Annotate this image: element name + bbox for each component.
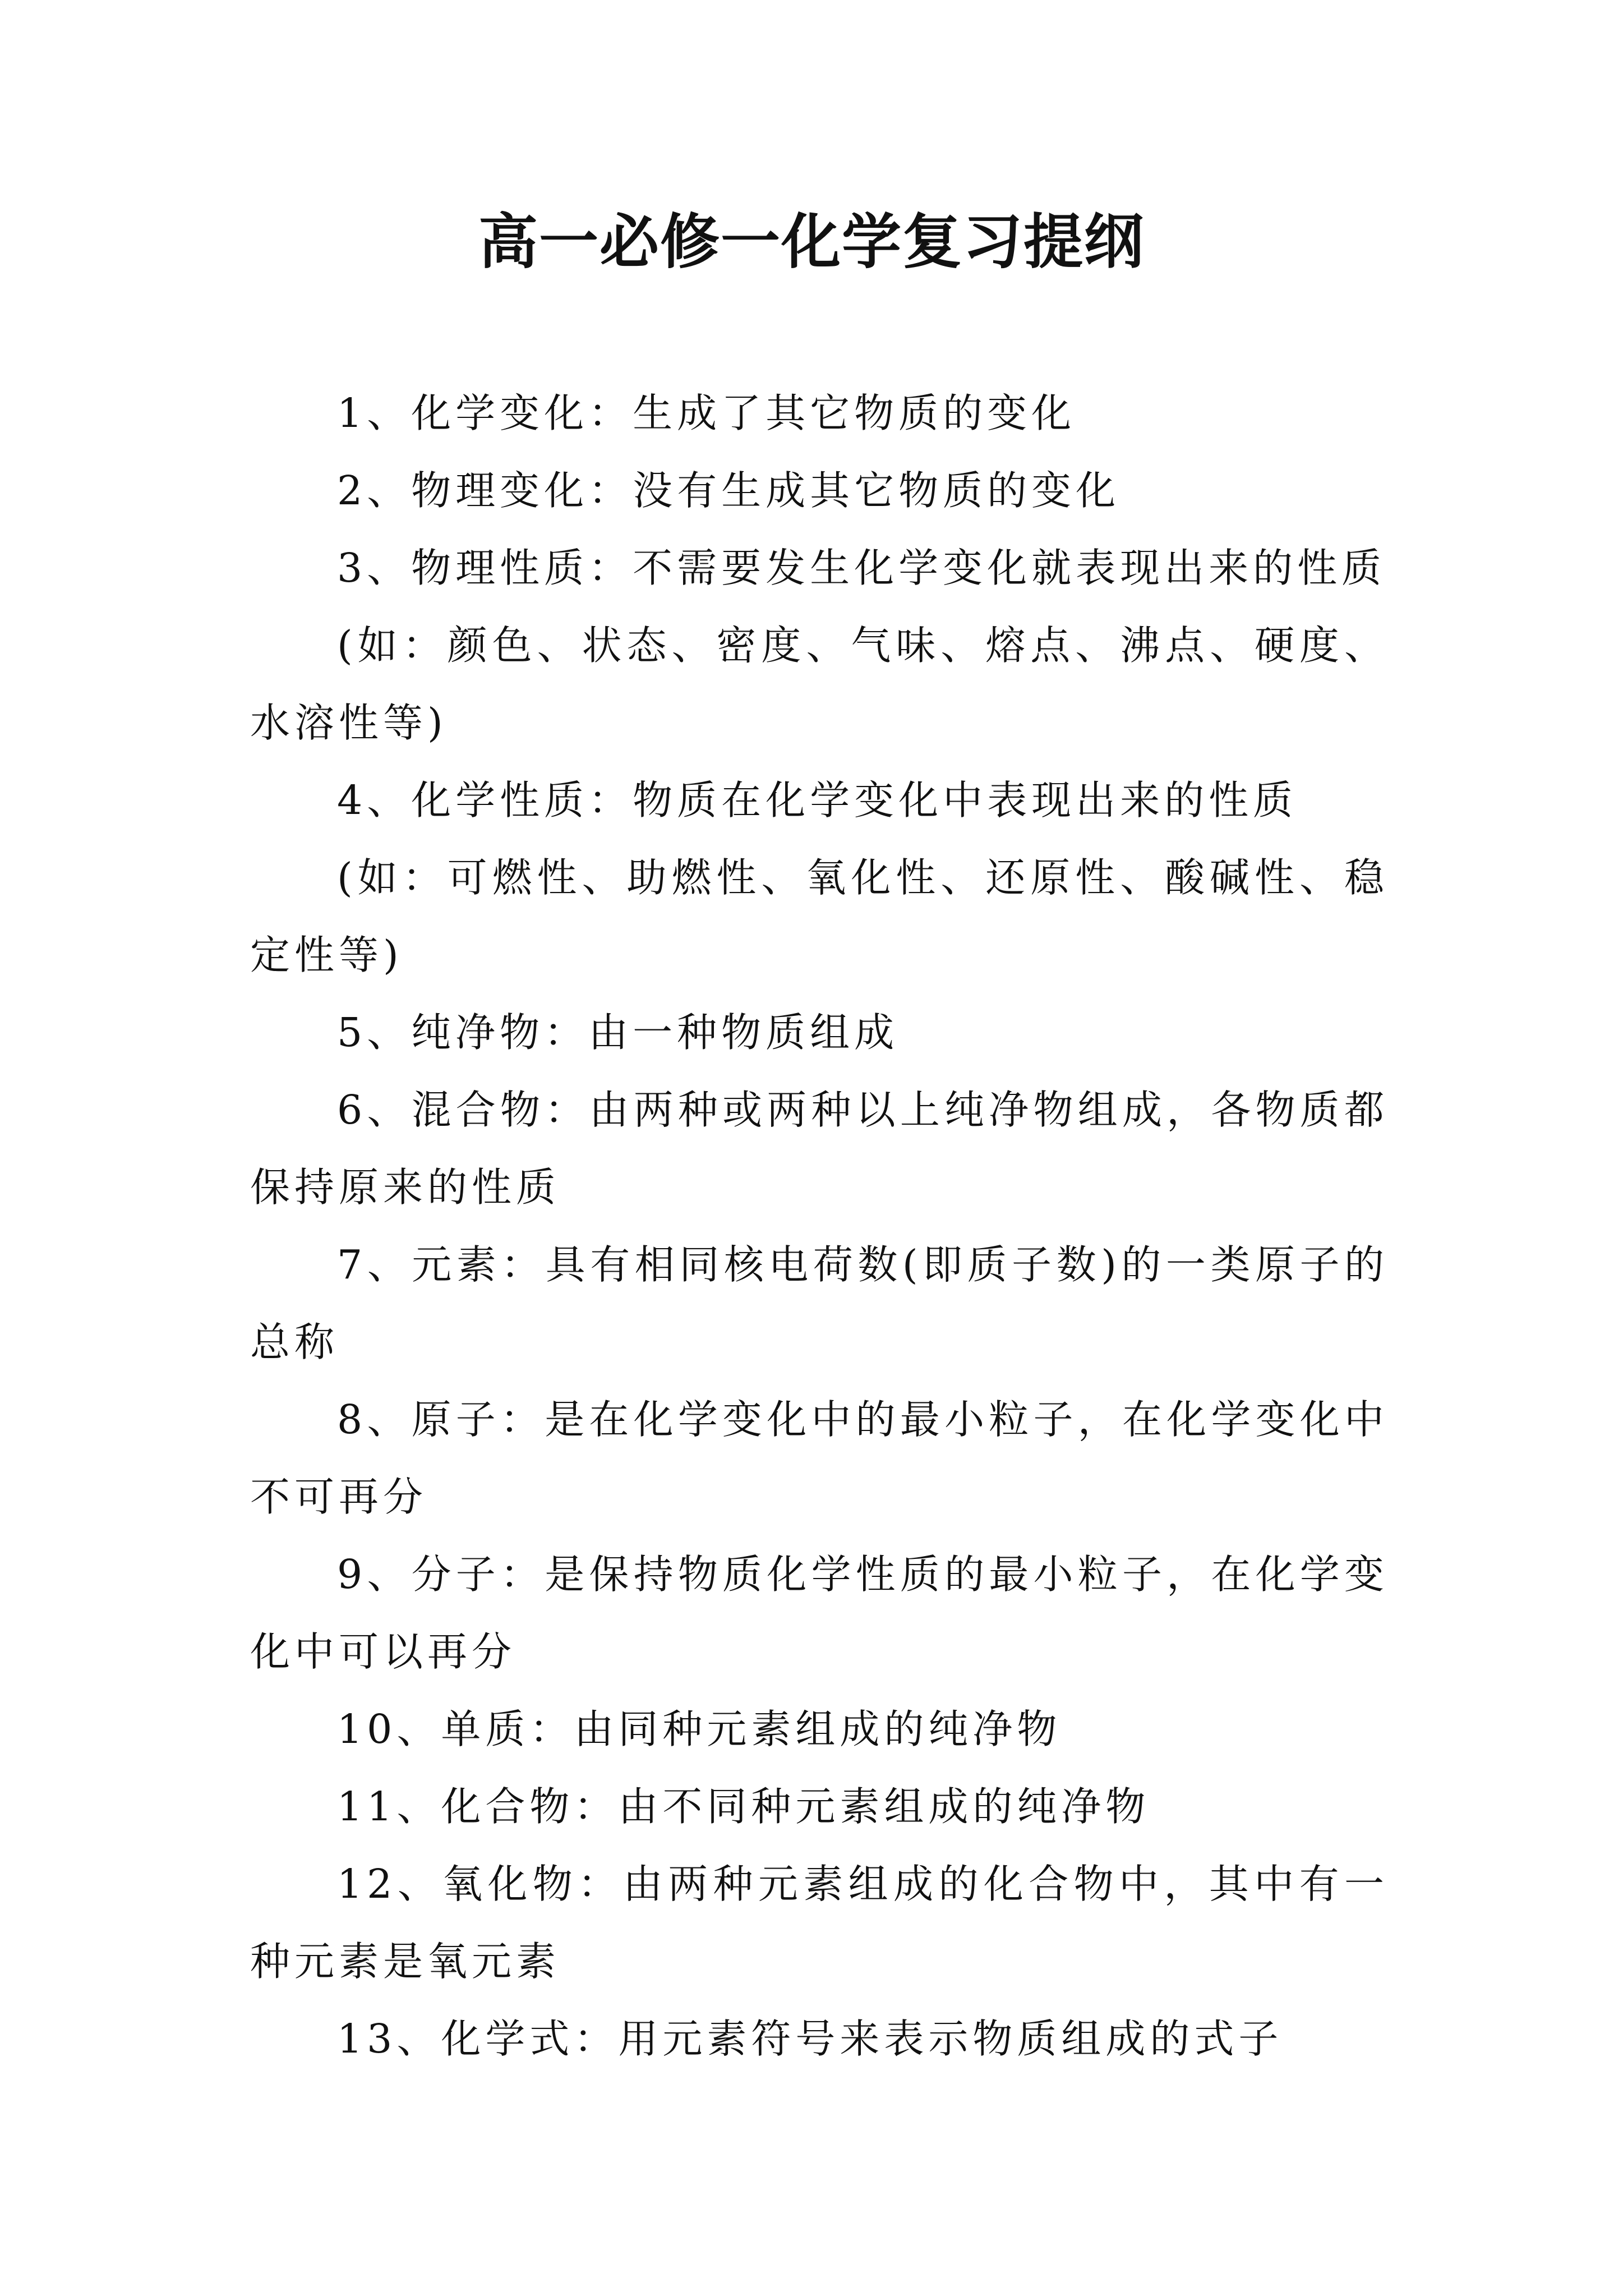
list-item-10: 10、单质：由同种元素组成的纯净物 [337,1706,1062,1752]
list-item-4: 4、化学性质：物质在化学变化中表现出来的性质 [337,777,1298,823]
list-item-11: 11、化合物：由不同种元素组成的纯净物 [337,1783,1150,1830]
list-item-13: 13、化学式：用元素符号来表示物质组成的式子 [337,2016,1283,2062]
list-item-3: 3、物理性质：不需要发生化学变化就表现出来的性质 [337,545,1386,591]
page-title: 高一必修一化学复习提纲 [478,206,1145,277]
list-item-8: 8、原子：是在化学变化中的最小粒子，在化学变化中不可再分 [250,1396,1389,1520]
list-item-5: 5、纯净物：由一种物质组成 [337,1009,899,1056]
list-item-12: 12、氧化物：由两种元素组成的化合物中，其中有一种元素是氧元素 [250,1861,1389,1985]
list-item-6: 6、混合物：由两种或两种以上纯净物组成，各物质都保持原来的性质 [250,1087,1389,1211]
list-item-9: 9、分子：是保持物质化学性质的最小粒子，在化学变化中可以再分 [250,1551,1389,1675]
document-body [250,375,1389,2078]
list-item-3-examples: (如：颜色、状态、密度、气味、熔点、沸点、硬度、水溶性等) [250,622,1389,746]
list-item-4-examples: (如：可燃性、助燃性、氧化性、还原性、酸碱性、稳定性等) [250,854,1389,978]
list-item-1: 1、化学变化：生成了其它物质的变化 [337,390,1076,436]
list-item-2: 2、物理变化：没有生成其它物质的变化 [337,467,1121,514]
list-item-7: 7、元素：具有相同核电荷数(即质子数)的一类原子的总称 [250,1241,1389,1365]
